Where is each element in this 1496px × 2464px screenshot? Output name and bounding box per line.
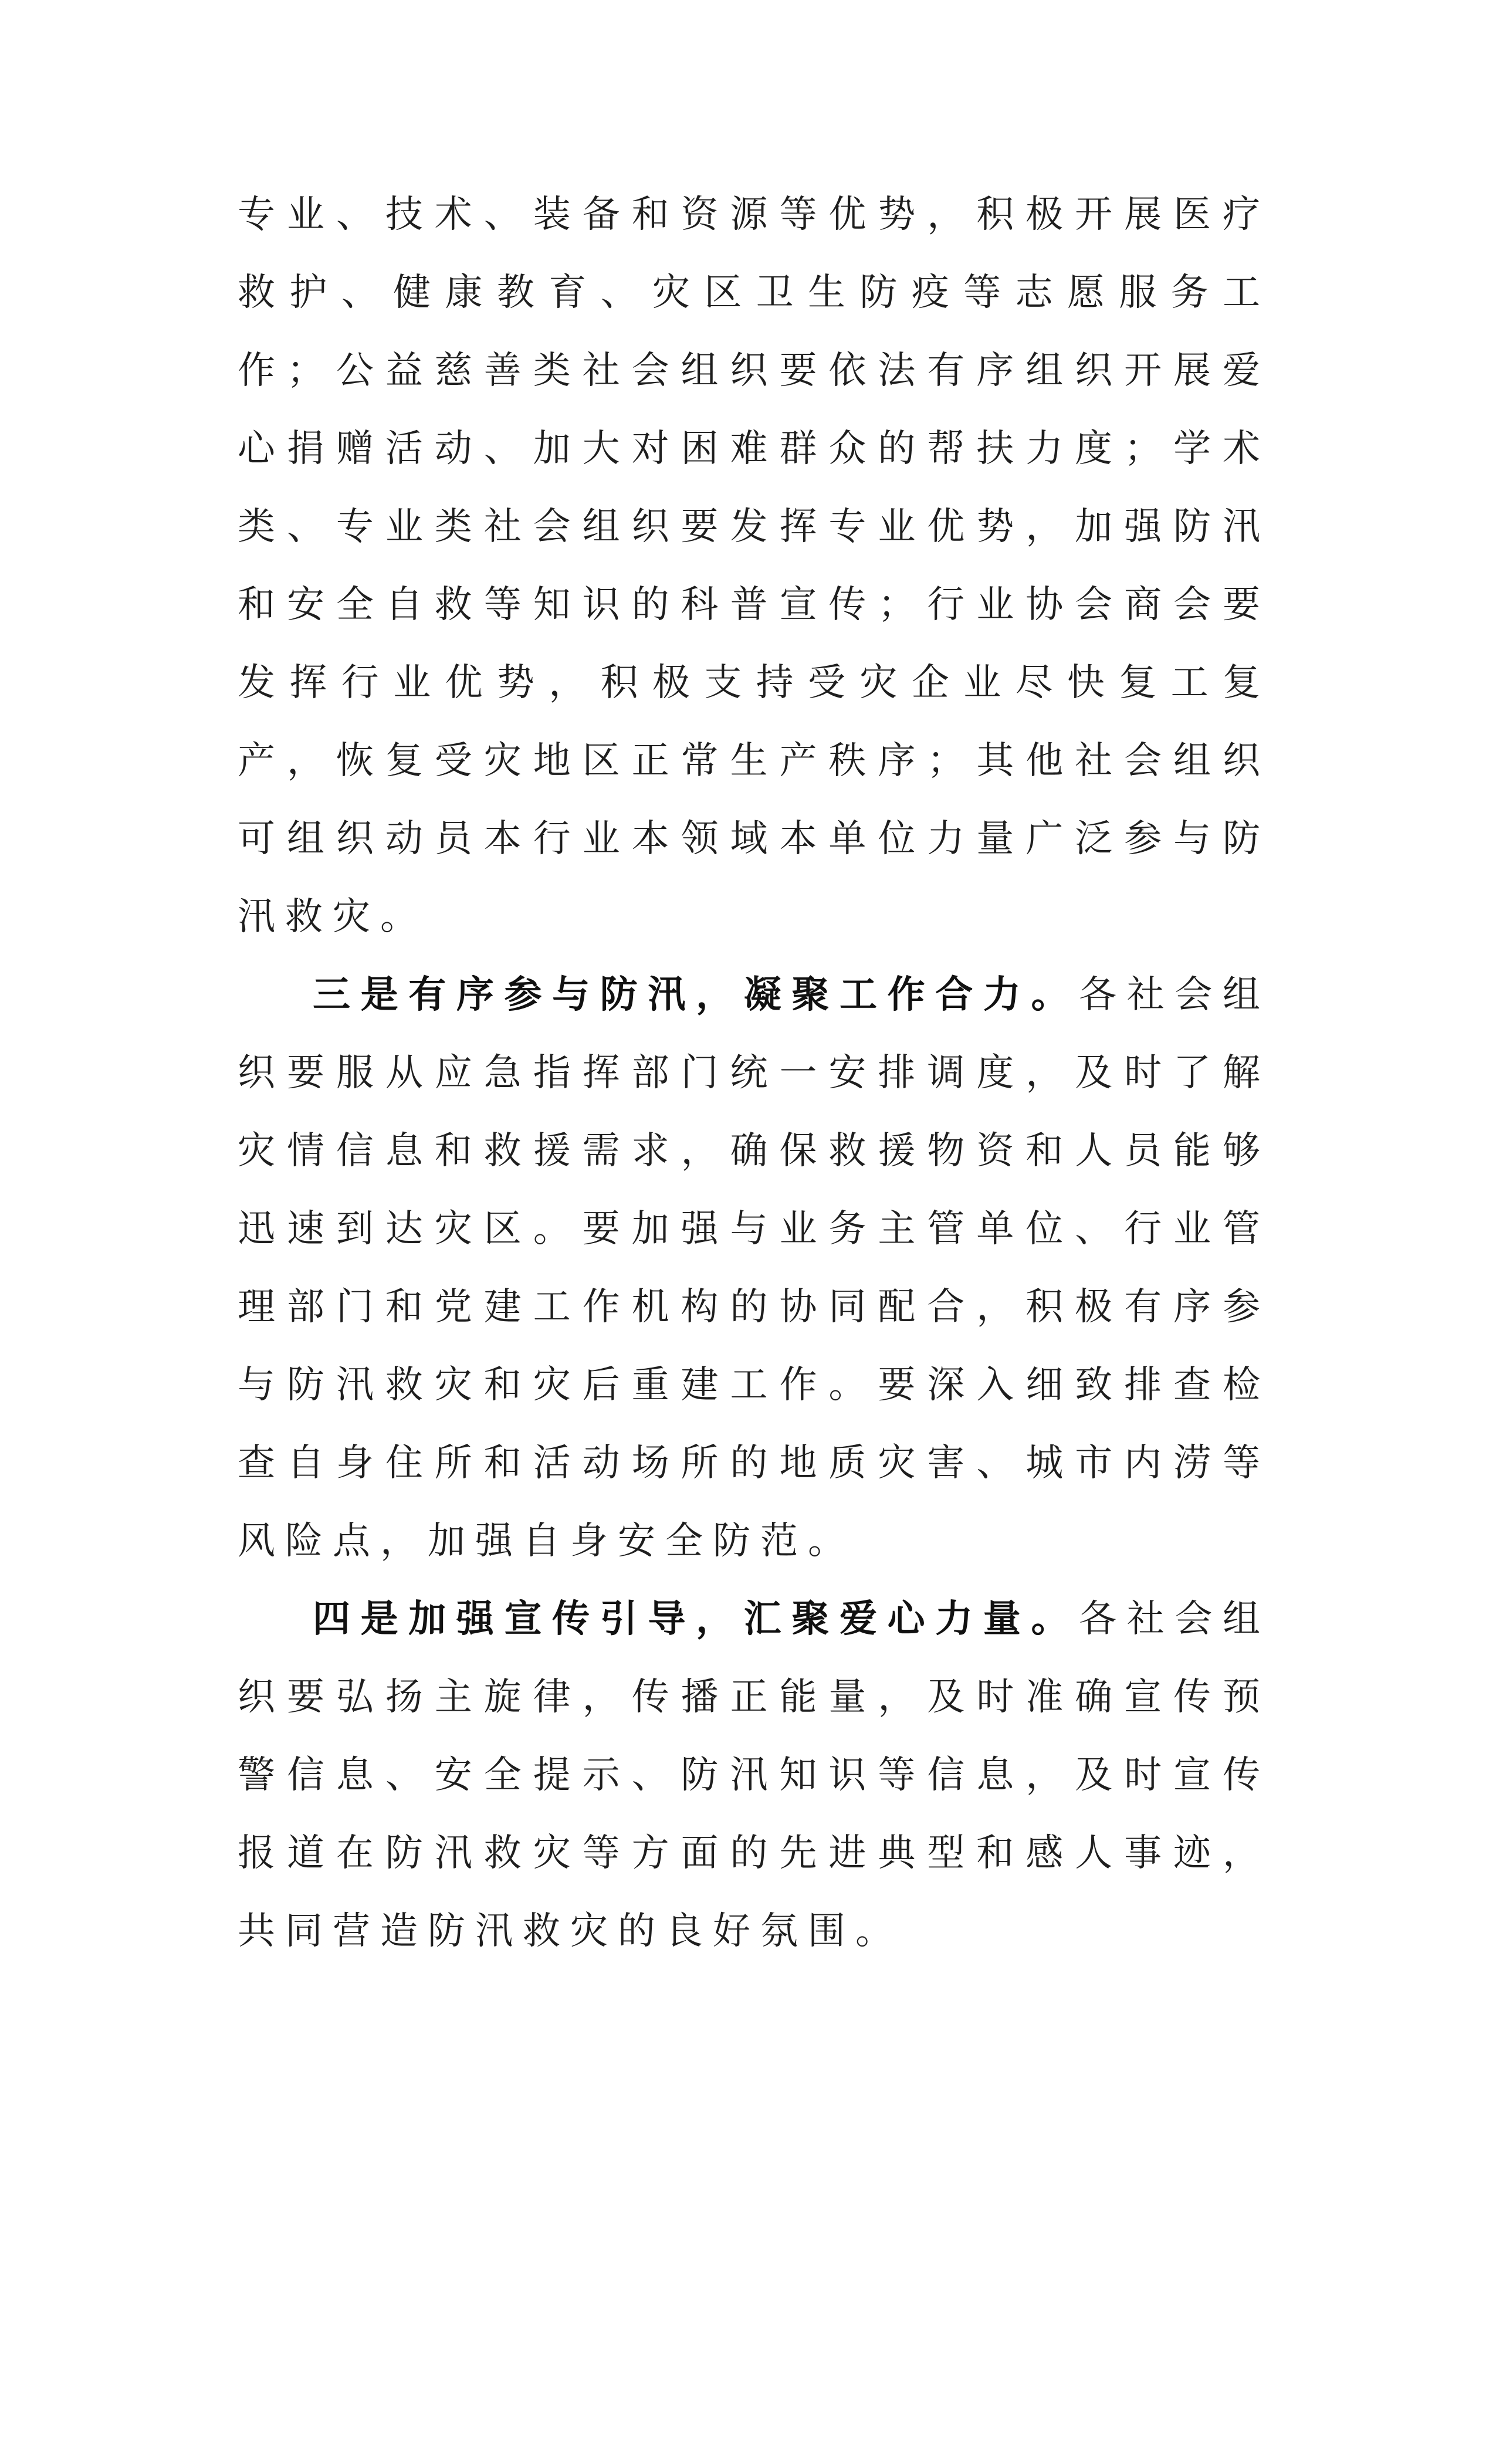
paragraph-item-three <box>238 956 1270 1580</box>
paragraph-text: 专业、技术、装备和资源等优势，积极开展医疗救护、健康教育、灾区卫生防疫等志愿服务工作；公益慈善类社会组织要依法有序组织开展爱心捐赠活动、加大对困难群众的帮扶力度；学术类、专业类社会组织要发挥专业优势，加强防汛和安全自救等知识的科普宣传；行业协会商会要发挥行业优势，积极支持受灾企业尽快复工复产，恢复受灾地区正常生产秩序；其他社会组织可组织动员本行业本领域本单位力量广泛参与防汛救灾。 <box>238 193 1270 939</box>
paragraph-lead-heading: 三是有序参与防汛，凝聚工作合力。 <box>313 973 1079 1017</box>
paragraph-text: 各社会组织要服从应急指挥部门统一安排调度，及时了解灾情信息和救援需求，确保救援物资和人员能够迅速到达灾区。要加强与业务主管单位、行业管理部门和党建工作机构的协同配合，积极有序参与防汛救灾和灾后重建工作。要深入细致排查检查自身住所和活动场所的地质灾害、城市内涝等风险点，加强自身安全防范。 <box>238 973 1271 1563</box>
paragraph-text: 各社会组织要弘扬主旋律，传播正能量，及时准确宣传预警信息、安全提示、防汛知识等信息，及时宣传报道在防汛救灾等方面的先进典型和感人事迹，共同营造防汛救灾的良好氛围。 <box>238 1597 1271 1953</box>
paragraph-lead-heading: 四是加强宣传引导，汇聚爱心力量。 <box>313 1597 1079 1641</box>
document-body <box>238 176 1270 1971</box>
paragraph-item-four <box>238 1580 1270 1971</box>
paragraph-continuation <box>238 176 1270 956</box>
